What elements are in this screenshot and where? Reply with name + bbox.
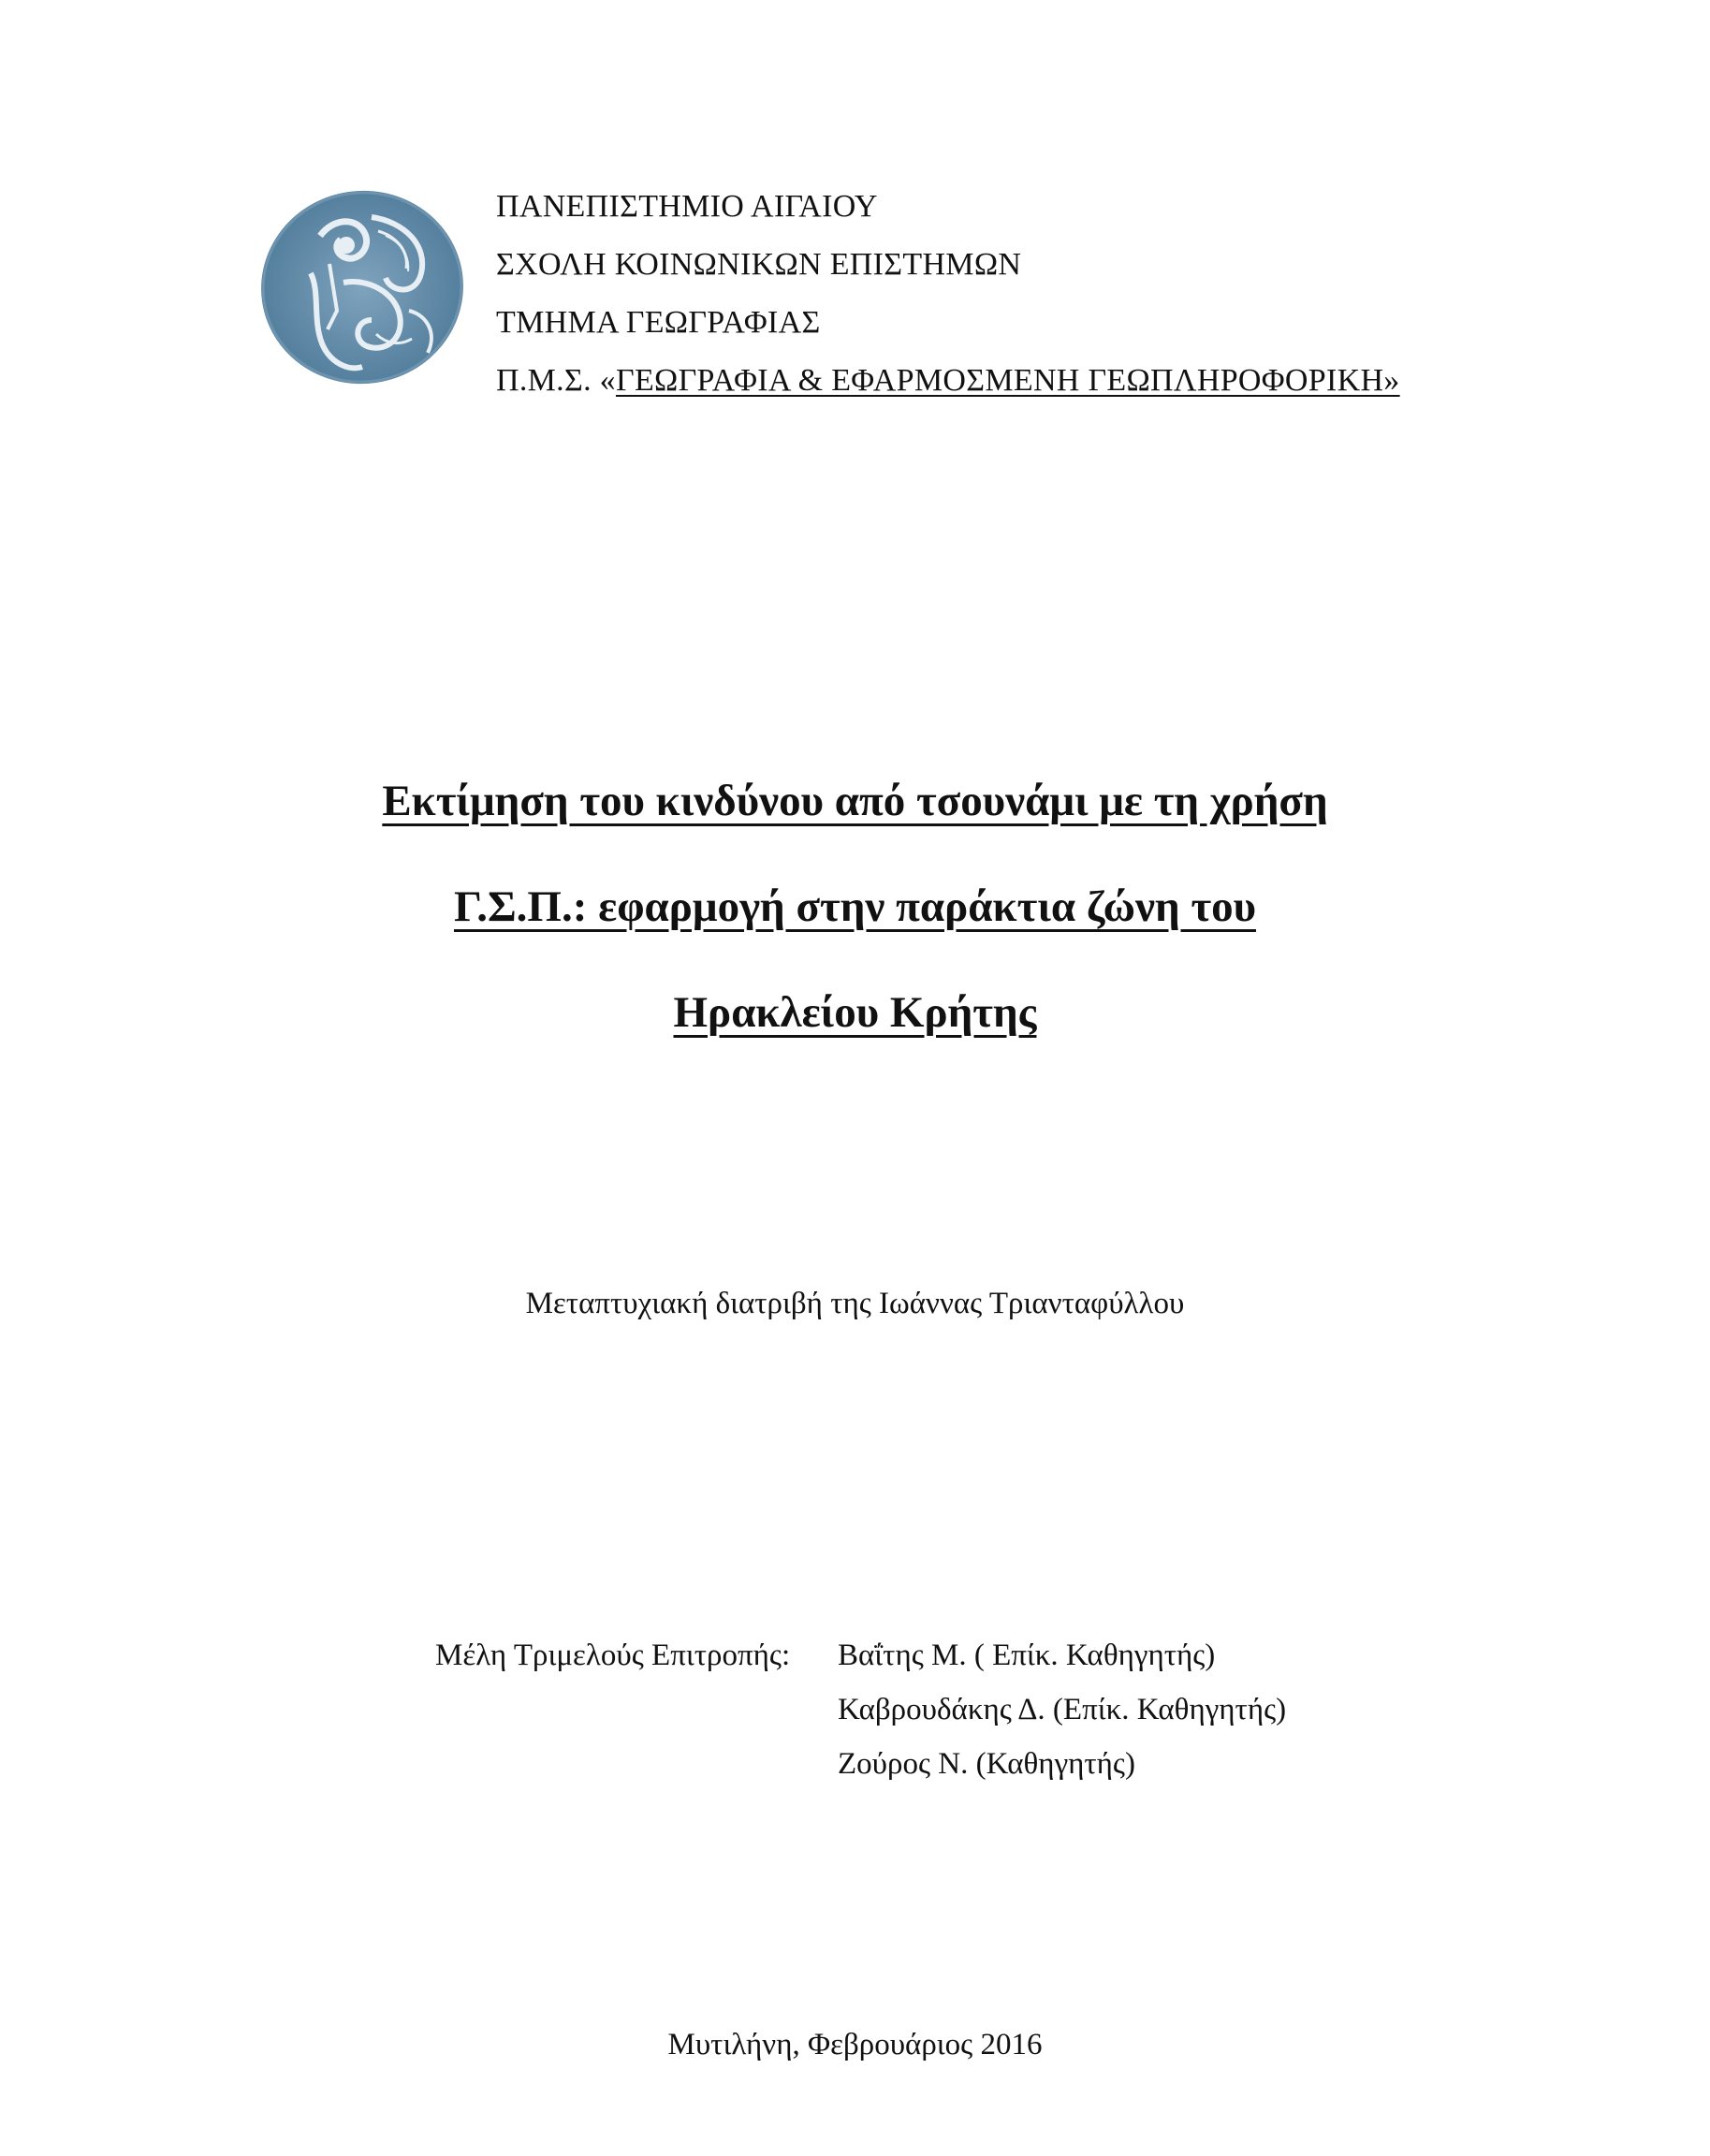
- institution-header: [496, 178, 1400, 410]
- place-date: Μυτιλήνη, Φεβρουάριος 2016: [667, 2028, 1043, 2061]
- title-line-2: Γ.Σ.Π.: εφαρμογή στην παράκτια ζώνη του: [453, 882, 1256, 931]
- program-prefix: Π.Μ.Σ. «: [496, 363, 616, 398]
- committee-member-2: Καβρουδάκης Δ. (Επίκ. Καθηγητής): [838, 1693, 1287, 1726]
- university-seal-icon: [255, 180, 470, 395]
- title-line-1: Εκτίμηση του κινδύνου από τσουνάμι με τη χρήση: [382, 777, 1328, 825]
- committee-member-3: Ζούρος Ν. (Καθηγητής): [838, 1747, 1135, 1781]
- department-name: ΤΜΗΜΑ ΓΕΩΓΡΑΦΙΑΣ: [496, 305, 821, 340]
- program-line: [496, 352, 1400, 410]
- thesis-title: [0, 749, 1710, 1066]
- university-name: ΠΑΝΕΠΙΣΤΗΜΙΟ ΑΙΓΑΙΟΥ: [496, 189, 878, 224]
- school-name: ΣΧΟΛΗ ΚΟΙΝΩΝΙΚΩΝ ΕΠΙΣΤΗΜΩΝ: [496, 247, 1022, 282]
- committee-member-1: Βαΐτης Μ. ( Επίκ. Καθηγητής): [838, 1639, 1216, 1672]
- committee-block: [435, 1628, 1287, 1791]
- title-line-3: Ηρακλείου Κρήτης: [673, 988, 1037, 1037]
- committee-label: Μέλη Τριμελούς Επιτροπής:: [435, 1639, 791, 1672]
- thesis-author-line: Μεταπτυχιακή διατριβή της Ιωάννας Τριανταφύλλου: [525, 1287, 1185, 1320]
- program-name: ΓΕΩΓΡΑΦΙΑ & ΕΦΑΡΜΟΣΜΕΝΗ ΓΕΩΠΛΗΡΟΦΟΡΙΚΗ»: [615, 363, 1400, 398]
- university-logo: [255, 180, 470, 395]
